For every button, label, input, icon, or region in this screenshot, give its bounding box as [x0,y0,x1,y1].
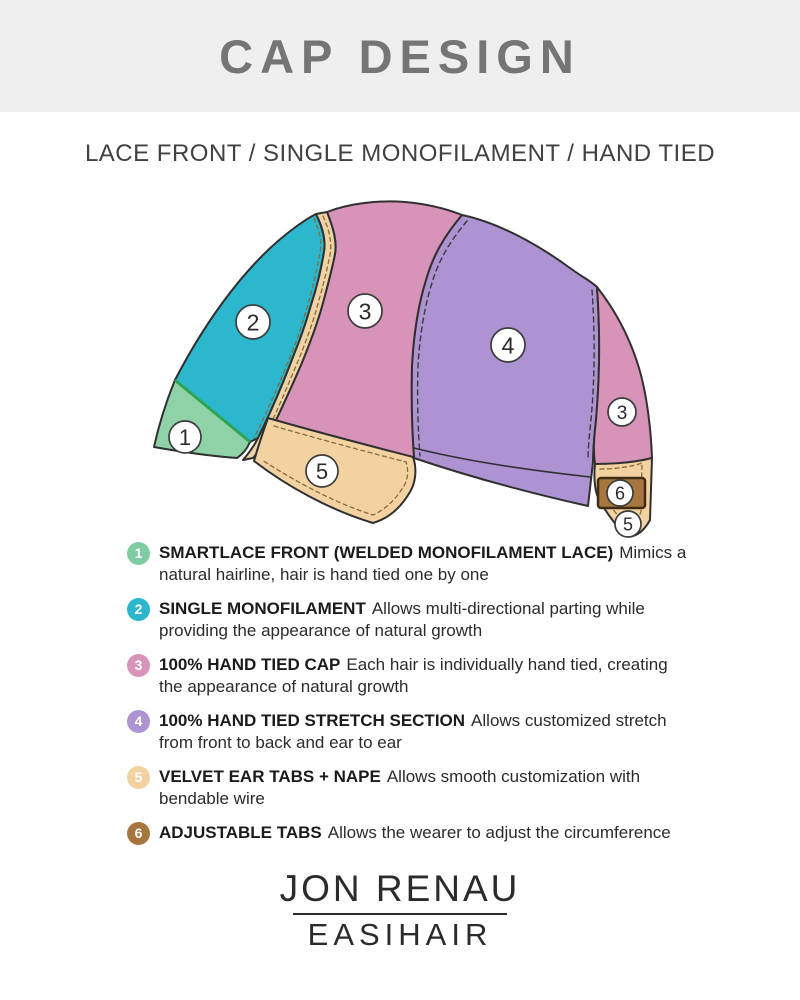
legend-desc-6: Allows the wearer to adjust the circumference [327,823,671,842]
cap-label-number-3: 3 [616,402,628,424]
sub-brand-name: EASIHAIR [307,917,493,952]
legend-badge-2: 2 [127,598,150,621]
cap-label-number-6: 6 [614,483,626,504]
cap-subtitle: LACE FRONT / SINGLE MONOFILAMENT / HAND TIED [84,140,716,167]
legend-title-1: SMARTLACE FRONT (WELDED MONOFILAMENT LACE) [159,543,614,562]
brand-name: JON RENAU [279,868,521,909]
legend-badge-1: 1 [127,542,150,565]
legend-title-3: 100% HAND TIED CAP [159,655,341,674]
legend-item-4 [127,710,689,754]
cap-diagram [130,190,690,550]
cap-label-number-1: 1 [178,424,192,450]
page-title: CAP DESIGN [219,29,581,83]
cap-label-number-4: 4 [501,332,515,359]
legend-item-3 [127,654,689,698]
cap-label-number-3: 3 [358,298,372,325]
legend-desc-2: Allows multi-directional parting while providing the appearance of natural growth [159,599,645,640]
legend-badge-6: 6 [127,822,150,845]
legend-item-5 [127,766,689,810]
legend-title-2: SINGLE MONOFILAMENT [159,599,366,618]
legend-item-1 [127,542,689,586]
legend-badge-5: 5 [127,766,150,789]
legend-badge-3: 3 [127,654,150,677]
legend-badge-4: 4 [127,710,150,733]
header-band [0,0,800,112]
legend-desc-4: Allows customized stretch from front to back and ear to ear [159,711,667,752]
legend [127,542,689,857]
legend-item-2 [127,598,689,642]
brand-divider [293,913,507,915]
region-hand-tied-back [594,287,652,464]
legend-desc-1: Mimics a natural hairline, hair is hand tied one by one [159,543,687,584]
cap-label-number-5: 5 [315,458,329,484]
legend-desc-5: Allows smooth customization with bendable wire [159,767,641,808]
legend-title-5: VELVET EAR TABS + NAPE [159,767,381,786]
cap-label-number-2: 2 [246,309,260,336]
cap-label-number-5: 5 [622,514,634,535]
legend-title-6: ADJUSTABLE TABS [159,823,322,842]
legend-title-4: 100% HAND TIED STRETCH SECTION [159,711,466,730]
brand-logo [0,868,800,953]
legend-item-6 [127,822,689,845]
legend-desc-3: Each hair is individually hand tied, creating the appearance of natural growth [159,655,668,696]
